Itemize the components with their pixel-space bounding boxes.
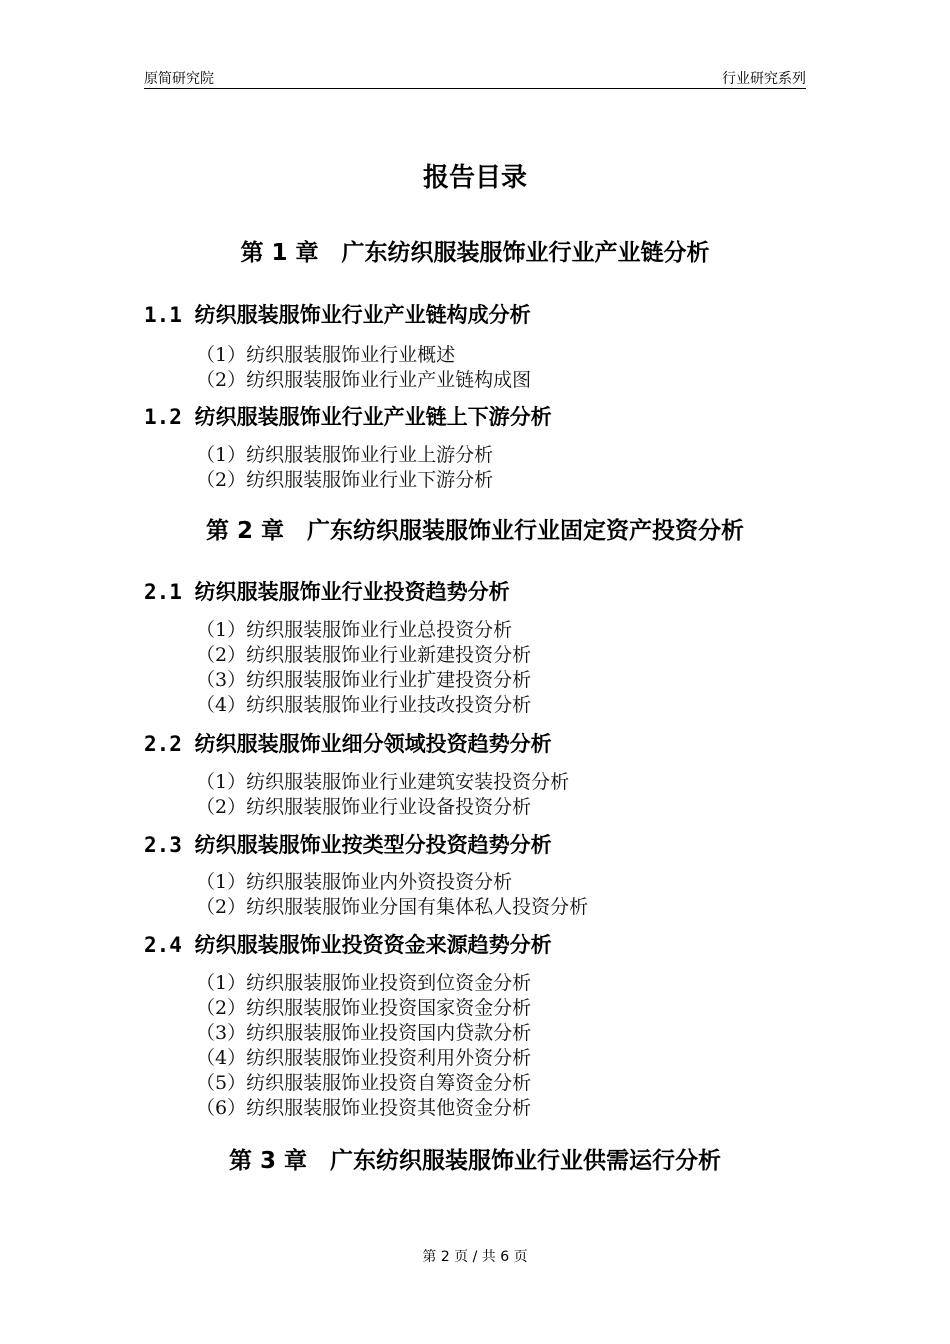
section-2-2-heading bbox=[144, 728, 552, 758]
chapter-2-heading: 第 2 章 广东纺织服装服饰业行业固定资产投资分析 bbox=[205, 518, 745, 544]
chapter-1-heading: 第 1 章 广东纺织服装服饰业行业产业链分析 bbox=[240, 240, 710, 266]
toc-item: （3）纺织服装服饰业行业扩建投资分析 bbox=[196, 669, 532, 691]
section-2-3-heading bbox=[144, 829, 552, 859]
toc-item: （6）纺织服装服饰业投资其他资金分析 bbox=[196, 1097, 532, 1119]
page-header bbox=[144, 66, 806, 89]
section-number: 1.2 bbox=[144, 405, 182, 429]
section-number: 2.3 bbox=[144, 833, 182, 857]
section-2-4-heading bbox=[144, 929, 552, 959]
section-1-1-heading bbox=[144, 299, 531, 329]
section-title: 纺织服装服饰业按类型分投资趋势分析 bbox=[194, 833, 552, 857]
section-number: 2.2 bbox=[144, 732, 182, 756]
toc-item: （4）纺织服装服饰业投资利用外资分析 bbox=[196, 1047, 532, 1069]
header-series-name: 行业研究系列 bbox=[722, 71, 806, 87]
chapter-3-heading: 第 3 章 广东纺织服装服饰业行业供需运行分析 bbox=[228, 1148, 722, 1174]
page-footer-page-number: 第 2 页 / 共 6 页 bbox=[422, 1249, 528, 1265]
header-org-name: 原简研究院 bbox=[144, 71, 214, 87]
section-title: 纺织服装服饰业投资资金来源趋势分析 bbox=[194, 933, 552, 957]
toc-item: （1）纺织服装服饰业内外资投资分析 bbox=[196, 871, 513, 893]
section-number: 2.1 bbox=[144, 580, 182, 604]
section-number: 1.1 bbox=[144, 303, 182, 327]
toc-item: （2）纺织服装服饰业行业设备投资分析 bbox=[196, 796, 532, 818]
toc-item: （1）纺织服装服饰业行业总投资分析 bbox=[196, 619, 513, 641]
toc-item: （4）纺织服装服饰业行业技改投资分析 bbox=[196, 694, 532, 716]
toc-item: （2）纺织服装服饰业行业产业链构成图 bbox=[196, 369, 532, 391]
toc-item: （2）纺织服装服饰业行业新建投资分析 bbox=[196, 644, 532, 666]
report-toc-title: 报告目录 bbox=[422, 163, 527, 193]
section-title: 纺织服装服饰业细分领域投资趋势分析 bbox=[194, 732, 552, 756]
toc-item: （2）纺织服装服饰业投资国家资金分析 bbox=[196, 997, 532, 1019]
toc-item: （1）纺织服装服饰业投资到位资金分析 bbox=[196, 972, 532, 994]
section-number: 2.4 bbox=[144, 933, 182, 957]
section-title: 纺织服装服饰业行业产业链构成分析 bbox=[194, 303, 531, 327]
toc-item: （2）纺织服装服饰业行业下游分析 bbox=[196, 469, 494, 491]
toc-item: （5）纺织服装服饰业投资自筹资金分析 bbox=[196, 1072, 532, 1094]
section-title: 纺织服装服饰业行业投资趋势分析 bbox=[194, 580, 510, 604]
section-2-1-heading bbox=[144, 576, 510, 606]
section-1-2-heading bbox=[144, 401, 552, 431]
toc-item: （3）纺织服装服饰业投资国内贷款分析 bbox=[196, 1022, 532, 1044]
section-title: 纺织服装服饰业行业产业链上下游分析 bbox=[194, 405, 552, 429]
toc-item: （1）纺织服装服饰业行业上游分析 bbox=[196, 444, 494, 466]
toc-item: （1）纺织服装服饰业行业建筑安装投资分析 bbox=[196, 771, 570, 793]
toc-item: （1）纺织服装服饰业行业概述 bbox=[196, 344, 456, 366]
toc-item: （2）纺织服装服饰业分国有集体私人投资分析 bbox=[196, 896, 589, 918]
